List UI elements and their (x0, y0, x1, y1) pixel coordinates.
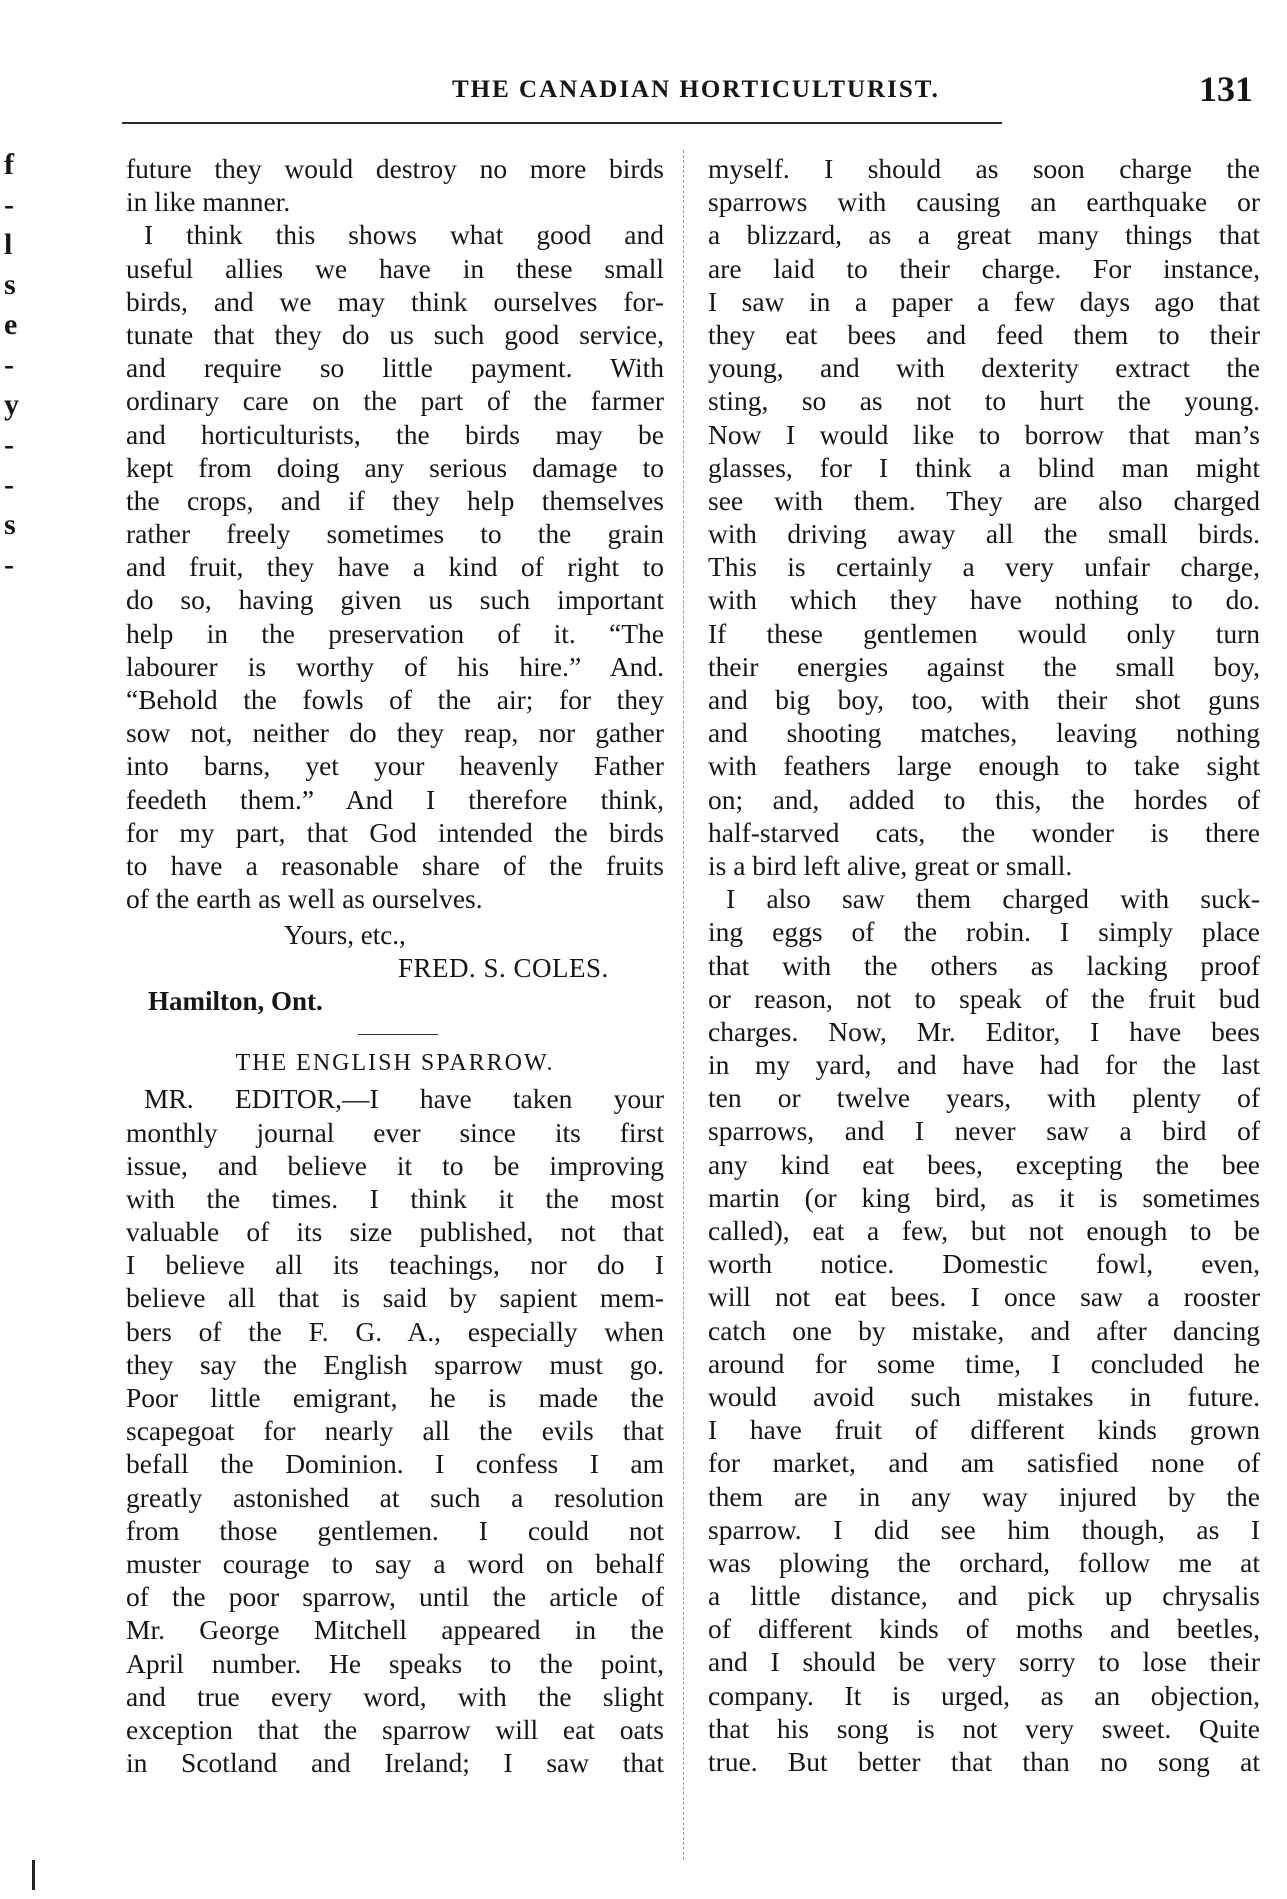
right-column-text (708, 152, 1260, 1778)
text-line: was plowing the orchard, follow me at (708, 1546, 1260, 1578)
text-line: and I should be very sorry to lose their (708, 1646, 1260, 1678)
text-line: are laid to their charge. For instance, (708, 252, 1260, 284)
text-line: a blizzard, as a great many things that (708, 219, 1260, 251)
text-line: from those gentlemen. I could not (126, 1514, 664, 1546)
adjacent-page-edge-marks (4, 150, 20, 590)
text-line: and big boy, too, with their shot guns (708, 684, 1260, 715)
text-line: feedeth them.” And I therefore think, (126, 783, 664, 815)
text-line: I believe all its teachings, nor do I (126, 1249, 664, 1281)
page-number: 131 (1199, 69, 1253, 109)
edge-mark: s (4, 268, 16, 301)
text-line: that with the others as lacking proof (708, 949, 1260, 981)
text-line: Mr. George Mitchell appeared in the (126, 1614, 664, 1646)
text-line: labourer is worthy of his hire.” And. (126, 650, 664, 682)
text-line: of different kinds of moths and beetles, (708, 1613, 1260, 1645)
running-head: THE CANADIAN HORTICULTURIST. (452, 76, 940, 103)
text-line: into barns, yet your heavenly Father (126, 750, 664, 782)
text-line: for my part, that God intended the birds (126, 816, 664, 848)
text-line: I also saw them charged with suck- (726, 883, 1260, 915)
signature-name: FRED. S. COLES. (398, 953, 609, 984)
text-line: and shooting matches, leaving nothing (708, 717, 1260, 749)
text-line: in like manner. (126, 186, 291, 218)
text-line: that his song is not very sweet. Quite (708, 1712, 1260, 1744)
text-line: future they would destroy no more birds (126, 153, 664, 184)
right-column (708, 152, 1260, 1778)
text-line: I think this shows what good and (144, 219, 664, 251)
text-line: Poor little emigrant, he is made the (126, 1382, 664, 1413)
text-line: of the poor sparrow, until the article of (126, 1581, 664, 1613)
text-line: is a bird left alive, great or small. (708, 849, 1073, 881)
text-line: tunate that they do us such good service, (126, 318, 664, 350)
edge-mark: - (4, 468, 14, 501)
edge-mark: - (4, 428, 14, 461)
text-line: catch one by mistake, and after dancing (708, 1314, 1260, 1346)
text-line: true. But better that than no song at (708, 1746, 1260, 1777)
edge-mark: l (4, 228, 13, 261)
text-line: called), eat a few, but not enough to be (708, 1215, 1260, 1246)
text-line: scapegoat for nearly all the evils that (126, 1415, 664, 1447)
text-line: or reason, not to speak of the fruit bud (708, 982, 1260, 1014)
text-line: do so, having given us such important (126, 584, 664, 616)
text-line: for market, and am satisfied none of (708, 1447, 1260, 1479)
text-line: I saw in a paper a few days ago that (708, 285, 1260, 317)
text-line: will not eat bees. I once saw a rooster (708, 1281, 1260, 1313)
text-line: myself. I should as soon charge the (708, 153, 1260, 184)
text-line: greatly astonished at such a resolution (126, 1481, 664, 1513)
signature-closing: Yours, etc., (284, 920, 406, 951)
section-separator (358, 1034, 438, 1035)
header-rule (122, 122, 1002, 124)
text-line: sow not, neither do they reap, nor gather (126, 717, 664, 749)
text-line: ing eggs of the robin. I simply place (708, 916, 1260, 948)
text-line: monthly journal ever since its first (126, 1116, 664, 1148)
section-title: THE ENGLISH SPARROW. (235, 1050, 555, 1077)
text-line: glasses, for I think a blind man might (708, 451, 1260, 483)
text-line: company. It is urged, as an objection, (708, 1679, 1260, 1711)
signature-block (126, 919, 664, 1018)
text-line: help in the preservation of it. “The (126, 617, 664, 649)
text-line: to have a reasonable share of the fruits (126, 849, 664, 881)
edge-mark: y (4, 388, 19, 421)
text-line: birds, and we may think ourselves for- (126, 285, 664, 317)
text-line: they eat bees and feed them to their (708, 318, 1260, 350)
edge-mark: - (4, 548, 14, 581)
text-line: with which they have nothing to do. (708, 584, 1260, 616)
text-line: young, and with dexterity extract the (708, 352, 1260, 384)
left-column (126, 152, 664, 1779)
edge-mark: s (4, 508, 16, 541)
text-line: any kind eat bees, excepting the bee (708, 1148, 1260, 1180)
text-line: their energies against the small boy, (708, 650, 1260, 682)
text-line: sparrows, and I never saw a bird of (708, 1115, 1260, 1147)
text-line: useful allies we have in these small (126, 252, 664, 284)
text-line: sting, so as not to hurt the young. (708, 385, 1260, 417)
text-line: a little distance, and pick up chrysalis (708, 1580, 1260, 1612)
edge-mark: e (4, 308, 18, 341)
edge-mark: f (4, 148, 14, 181)
text-line: around for some time, I concluded he (708, 1347, 1260, 1379)
text-line: with feathers large enough to take sight (708, 750, 1260, 782)
text-line: and horticulturists, the birds may be (126, 418, 664, 450)
text-line: Now I would like to borrow that man’s (708, 418, 1260, 450)
text-line: April number. He speaks to the point, (126, 1647, 664, 1679)
text-line: If these gentlemen would only turn (708, 617, 1260, 649)
margin-mark (32, 1860, 35, 1890)
text-line: charges. Now, Mr. Editor, I have bees (708, 1015, 1260, 1047)
text-line: muster courage to say a word on behalf (126, 1547, 664, 1579)
text-line: the crops, and if they help themselves (126, 484, 664, 516)
text-line: rather freely sometimes to the grain (126, 518, 664, 550)
section-text (126, 1082, 664, 1779)
text-line: on; and, added to this, the hordes of (708, 783, 1260, 815)
left-column-text (126, 152, 664, 915)
text-line: bers of the F. G. A., especially when (126, 1315, 664, 1347)
text-line: valuable of its size published, not that (126, 1216, 664, 1248)
text-line: befall the Dominion. I confess I am (126, 1448, 664, 1480)
text-line: MR. EDITOR,—I have taken your (144, 1083, 664, 1115)
text-line: believe all that is said by sapient mem- (126, 1282, 664, 1314)
text-line: and require so little payment. With (126, 352, 664, 384)
edge-mark: - (4, 188, 14, 221)
text-line: kept from doing any serious damage to (126, 451, 664, 483)
text-line: half-starved cats, the wonder is there (708, 816, 1260, 848)
edge-mark: - (4, 348, 14, 381)
text-line: in Scotland and Ireland; I saw that (126, 1747, 664, 1779)
text-line: martin (or king bird, as it is sometimes (708, 1181, 1260, 1213)
text-line: ten or twelve years, with plenty of (708, 1082, 1260, 1114)
text-line: in my yard, and have had for the last (708, 1049, 1260, 1081)
text-line: with driving away all the small birds. (708, 518, 1260, 550)
text-line: ordinary care on the part of the farmer (126, 385, 664, 417)
text-line: worth notice. Domestic fowl, even, (708, 1248, 1260, 1280)
text-line: them are in any way injured by the (708, 1480, 1260, 1512)
text-line: issue, and believe it to be improving (126, 1149, 664, 1181)
text-line: exception that the sparrow will eat oats (126, 1713, 664, 1745)
text-line: sparrow. I did see him though, as I (708, 1513, 1260, 1545)
text-line: with the times. I think it the most (126, 1182, 664, 1214)
text-line: see with them. They are also charged (708, 484, 1260, 516)
text-line: and true every word, with the slight (126, 1680, 664, 1712)
text-line: “Behold the fowls of the air; for they (126, 684, 664, 715)
signature-place: Hamilton, Ont. (148, 986, 323, 1017)
text-line: would avoid such mistakes in future. (708, 1380, 1260, 1412)
text-line: sparrows with causing an earthquake or (708, 186, 1260, 218)
text-line: I have fruit of different kinds grown (708, 1414, 1260, 1446)
text-line: This is certainly a very unfair charge, (708, 551, 1260, 583)
text-line: of the earth as well as ourselves. (126, 883, 483, 915)
column-divider (683, 150, 685, 1860)
text-line: and fruit, they have a kind of right to (126, 551, 664, 583)
text-line: they say the English sparrow must go. (126, 1348, 664, 1380)
